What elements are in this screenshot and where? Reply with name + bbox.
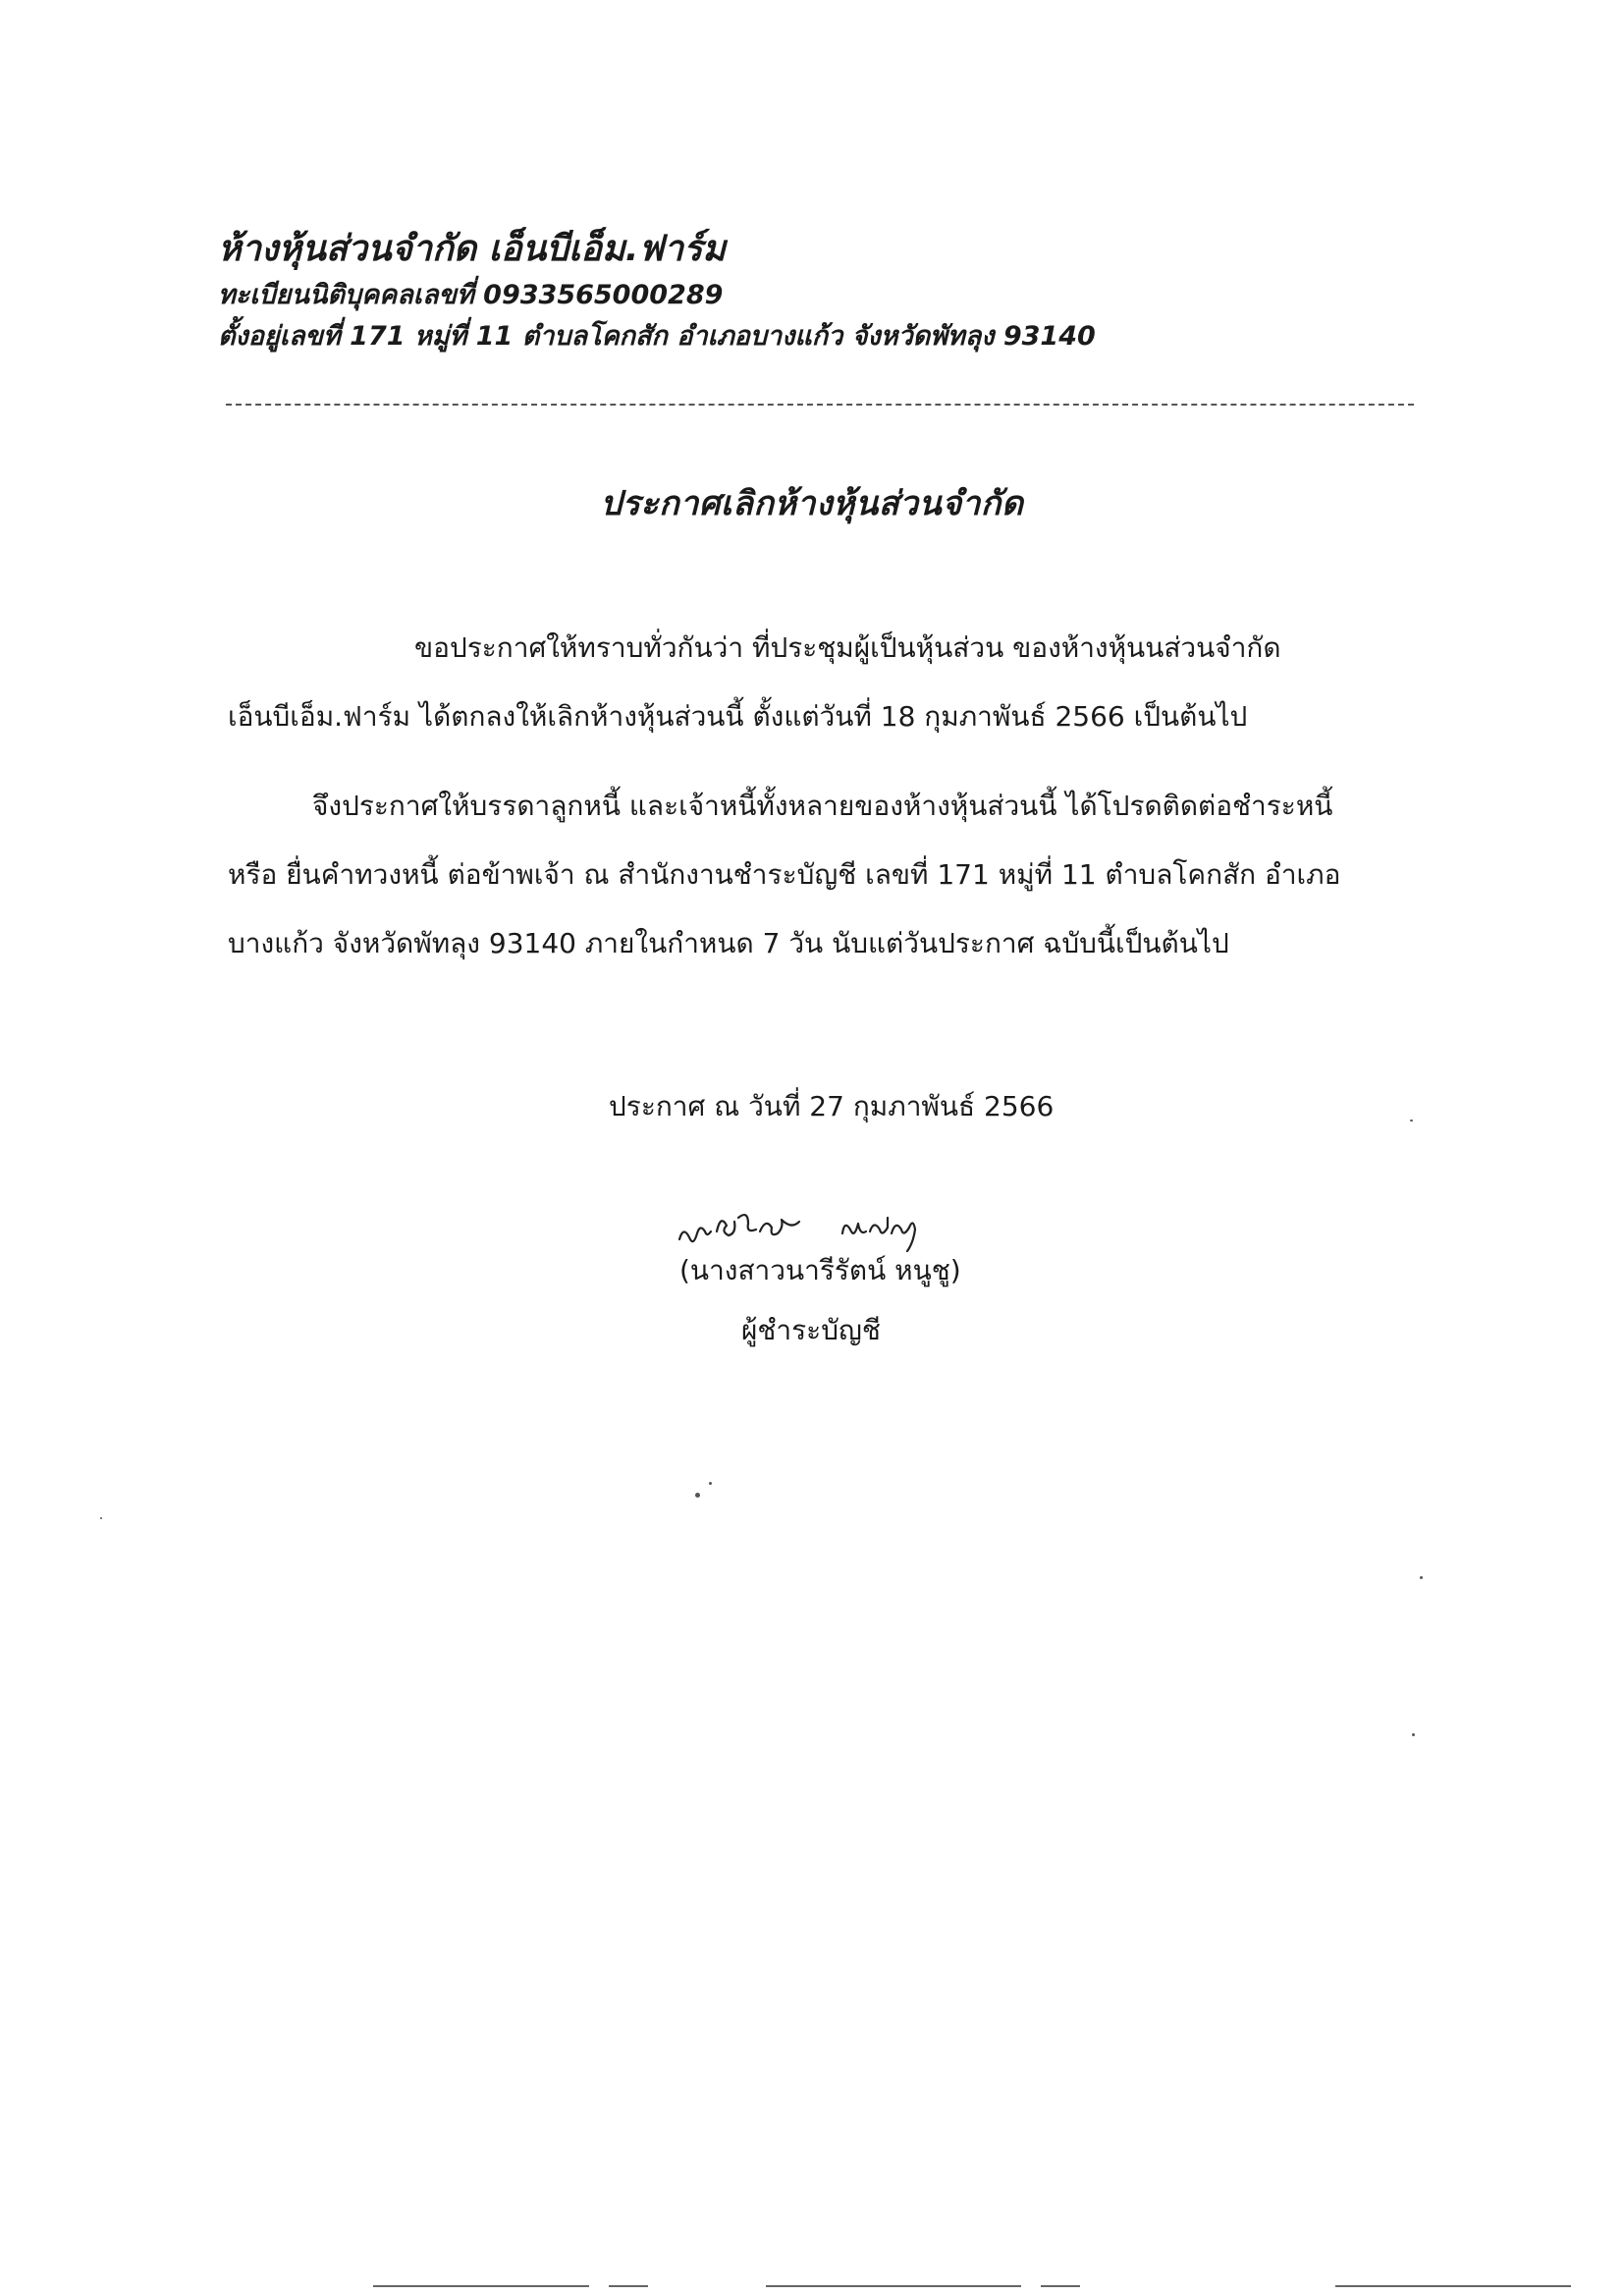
paragraph-line: ขอประกาศให้ทราบทั่วกันว่า ที่ประชุมผู้เป็นหุ้นส่วน ของห้างหุ้นนส่วนจำกัด: [414, 631, 1281, 664]
paragraph-line: จึงประกาศให้บรรดาลูกหนี้ และเจ้าหนี้ทั้งหลายของห้างหุ้นส่วนนี้ ได้โปรดติดต่อชำระหนี้: [312, 790, 1333, 822]
registration-number: ทะเบียนนิติบุคคลเลขที่ 0933565000289: [218, 280, 724, 310]
paragraph-creditors: [228, 772, 1445, 978]
signer-name: (นางสาวนารีรัตน์ หนูชู): [679, 1254, 961, 1286]
paragraph-line: เอ็นบีเอ็ม.ฟาร์ม ได้ตกลงให้เลิกห้างหุ้นส่วนนี้ ตั้งแต่วันที่ 18 กุมภาพันธ์ 2566 เป็นต้นไป: [228, 700, 1248, 733]
scan-edge-artifact: [0, 2276, 1624, 2296]
paragraph-line: หรือ ยื่นคำทวงหนี้ ต่อข้าพเจ้า ณ สำนักงานชำระบัญชี เลขที่ 171 หมู่ที่ 11 ตำบลโคกสัก อำเภอ: [228, 858, 1341, 891]
company-address: ตั้งอยู่เลขที่ 171 หมู่ที่ 11 ตำบลโคกสัก อำเภอบางแก้ว จังหวัดพัทลุง 93140: [218, 321, 1096, 352]
announcement-date: ประกาศ ณ วันที่ 27 กุมภาพันธ์ 2566: [609, 1090, 1055, 1122]
paragraph-dissolution: [228, 614, 1445, 751]
scan-speck: [709, 1482, 712, 1485]
letterhead: [218, 224, 1455, 357]
scan-speck: [100, 1517, 102, 1519]
document-title: ประกาศเลิกห้างหุ้นส่วนจำกัด: [600, 484, 1024, 523]
scan-speck: [1412, 1733, 1415, 1736]
paragraph-line: บางแก้ว จังหวัดพัทลุง 93140 ภายในกำหนด 7 วัน นับแต่วันประกาศ ฉบับนี้เป็นต้นไป: [228, 927, 1229, 959]
signer-role: ผู้ชำระบัญชี: [741, 1314, 881, 1346]
header-divider: [226, 404, 1414, 406]
scan-speck: [695, 1493, 700, 1498]
scan-speck: [1420, 1576, 1423, 1579]
company-name: ห้างหุ้นส่วนจำกัด เอ็นบีเอ็ม.ฟาร์ม: [218, 229, 727, 269]
scan-speck: [1410, 1120, 1413, 1121]
